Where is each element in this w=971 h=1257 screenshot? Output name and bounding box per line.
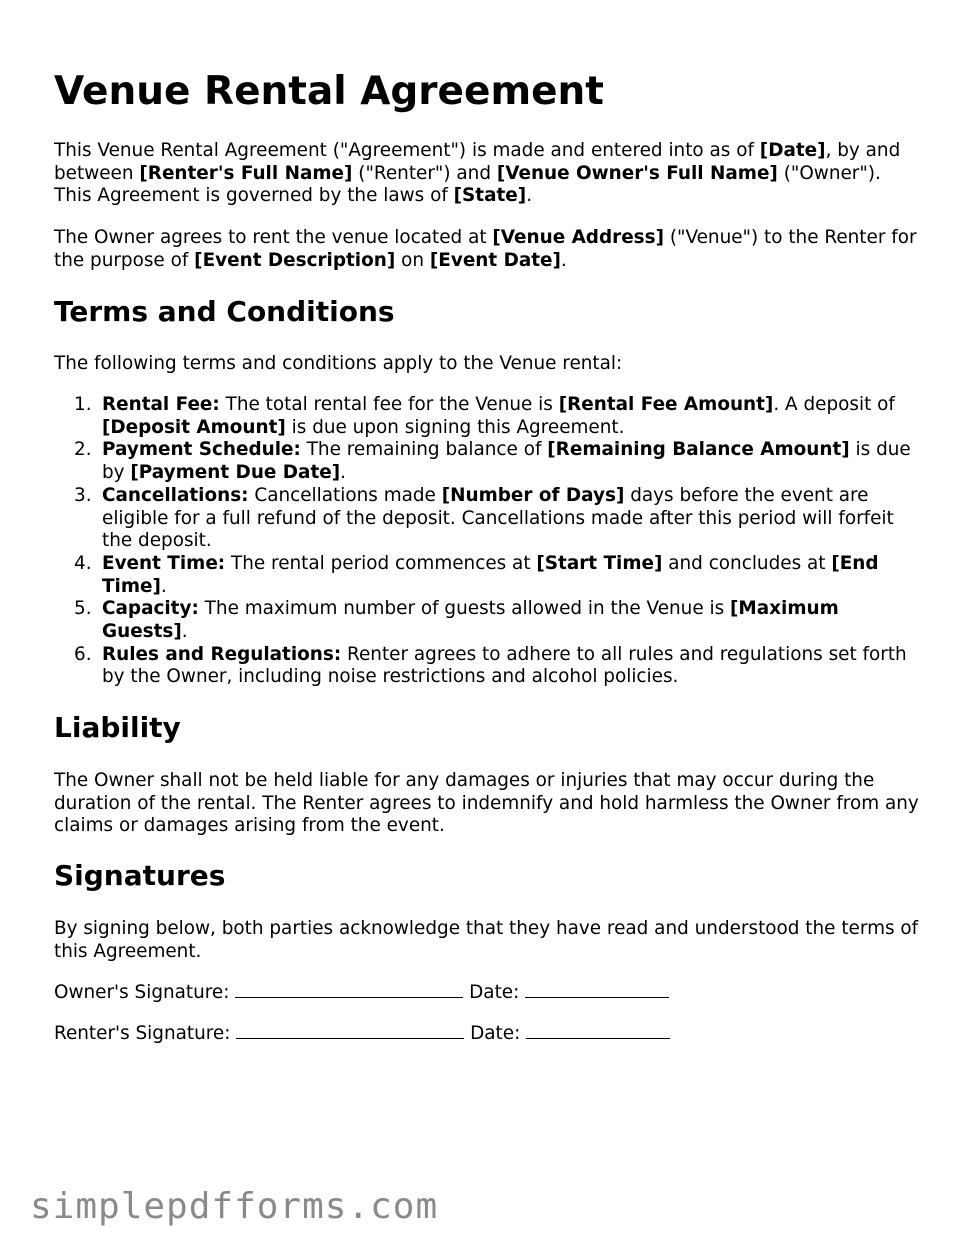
list-number: 3. bbox=[74, 484, 92, 506]
renter-signature-label: Renter's Signature: bbox=[54, 1023, 237, 1044]
term-label: Payment Schedule: bbox=[102, 439, 301, 461]
term-text: is due by bbox=[102, 439, 911, 484]
signatures-text: By signing below, both parties acknowledge that they have read and understood the terms of this Agreement. bbox=[54, 918, 919, 962]
list-number: 4. bbox=[74, 552, 92, 574]
term-placeholder: [Start Time] bbox=[536, 552, 663, 574]
terms-heading: Terms and Conditions bbox=[54, 295, 395, 328]
term-placeholder: [Number of Days] bbox=[441, 484, 625, 506]
date-placeholder: [Date] bbox=[759, 140, 826, 161]
term-label: Capacity: bbox=[102, 598, 199, 620]
renter-date-line[interactable] bbox=[526, 1024, 670, 1039]
term-text: The remaining balance of bbox=[300, 439, 548, 461]
list-item bbox=[54, 485, 924, 553]
intro-text: ("Owner"). This Agreement is governed by the laws of bbox=[54, 162, 881, 207]
term-placeholder: [Maximum Guests] bbox=[102, 598, 839, 643]
terms-intro: The following terms and conditions apply to the Venue rental: bbox=[54, 353, 623, 374]
list-number: 1. bbox=[74, 394, 92, 415]
term-text: The maximum number of guests allowed in the Venue is bbox=[198, 598, 731, 620]
term-text: The rental period commences at bbox=[225, 552, 537, 574]
owner-signature-label: Owner's Signature: bbox=[54, 982, 236, 1003]
terms-list bbox=[54, 394, 924, 689]
owner-name-placeholder: [Venue Owner's Full Name] bbox=[496, 162, 778, 184]
term-text: . bbox=[181, 621, 188, 643]
liability-heading: Liability bbox=[54, 711, 181, 744]
intro-text: . bbox=[560, 249, 567, 271]
intro-paragraph-venue bbox=[54, 227, 924, 272]
term-placeholder: [Payment Due Date] bbox=[130, 462, 341, 484]
intro-text: . bbox=[526, 185, 533, 207]
intro-text: on bbox=[395, 249, 430, 271]
term-text: . bbox=[340, 462, 346, 484]
list-item bbox=[54, 598, 924, 643]
intro-text: ("Venue") to the Renter for the purpose of bbox=[54, 227, 917, 271]
term-text: Cancellations made bbox=[248, 484, 442, 506]
liability-text: The Owner shall not be held liable for any damages or injuries that may occur during the duration of the rental. The Renter agrees to indemnify and hold harmless the Owner from any claims or damages arising from the event. bbox=[54, 770, 919, 837]
intro-paragraph-parties bbox=[54, 140, 924, 208]
term-text: . bbox=[160, 575, 167, 597]
list-item bbox=[54, 553, 924, 598]
document-title: Venue Rental Agreement bbox=[54, 69, 604, 114]
intro-text: The Owner agrees to rent the venue located at bbox=[54, 227, 493, 248]
event-description-placeholder: [Event Description] bbox=[194, 249, 396, 271]
owner-signature-row bbox=[54, 982, 924, 1005]
venue-address-placeholder: [Venue Address] bbox=[492, 227, 664, 248]
term-text: Renter agrees to adhere to all rules and regulations set forth by the Owner, including noise restrictions and alcohol policies. bbox=[102, 643, 907, 688]
term-label: Cancellations: bbox=[102, 484, 249, 506]
watermark-text: simplepdfforms.com bbox=[30, 1186, 439, 1227]
term-text: The total rental fee for the Venue is bbox=[219, 394, 559, 415]
term-text: is due upon signing this Agreement. bbox=[285, 416, 625, 438]
term-label: Rental Fee: bbox=[102, 394, 220, 415]
renter-signature-row bbox=[54, 1023, 924, 1046]
renter-date-label: Date: bbox=[464, 1023, 527, 1044]
owner-date-line[interactable] bbox=[525, 983, 669, 998]
list-item bbox=[54, 394, 924, 439]
renter-name-placeholder: [Renter's Full Name] bbox=[139, 162, 353, 184]
list-number: 6. bbox=[74, 643, 92, 665]
term-text: and concludes at bbox=[662, 552, 832, 574]
state-placeholder: [State] bbox=[453, 185, 527, 207]
term-placeholder: [Rental Fee Amount] bbox=[558, 394, 774, 415]
term-text: . A deposit of bbox=[773, 394, 895, 415]
term-placeholder: [Remaining Balance Amount] bbox=[547, 439, 850, 461]
term-placeholder: [Deposit Amount] bbox=[102, 416, 286, 438]
renter-signature-line[interactable] bbox=[236, 1024, 464, 1039]
list-item bbox=[54, 439, 924, 484]
owner-date-label: Date: bbox=[463, 982, 526, 1003]
event-date-placeholder: [Event Date] bbox=[429, 249, 561, 271]
term-text: days before the event are eligible for a full refund of the deposit. Cancellations made after this period will forfeit the deposit. bbox=[102, 484, 894, 552]
term-label: Event Time: bbox=[102, 552, 226, 574]
owner-signature-line[interactable] bbox=[235, 983, 463, 998]
list-item bbox=[54, 644, 924, 689]
term-placeholder: [End Time] bbox=[102, 552, 879, 597]
intro-text: This Venue Rental Agreement ("Agreement") is made and entered into as of bbox=[54, 140, 760, 161]
term-label: Rules and Regulations: bbox=[102, 643, 342, 665]
intro-text: , by and between bbox=[54, 140, 901, 184]
list-number: 5. bbox=[74, 598, 92, 620]
signatures-heading: Signatures bbox=[54, 859, 226, 892]
intro-text: ("Renter") and bbox=[352, 162, 497, 184]
list-number: 2. bbox=[74, 439, 92, 461]
